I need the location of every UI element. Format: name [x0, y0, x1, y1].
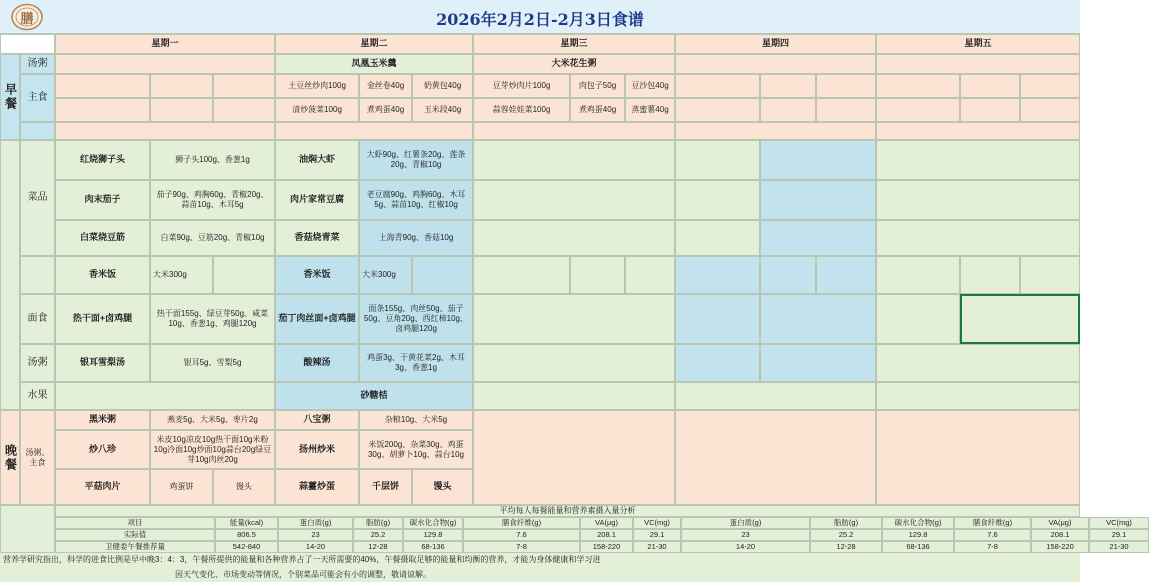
lunch-thu-r1a	[675, 140, 760, 180]
nutrition-actual-cell: 208.1	[1031, 529, 1089, 541]
bf-wed-b3: 蒸蜜薯40g	[625, 98, 675, 122]
lunch-tue-ingr-5: 面条155g、肉丝50g、茄子50g、豆角20g、西红柿10g、卤鸡腿120g	[359, 294, 473, 344]
nutrition-actual-cell: 实际值	[55, 529, 215, 541]
row-label-dish: 菜品	[20, 140, 55, 256]
page-title: 2026年2月2日-2月3日食谱	[436, 10, 644, 29]
bf-fri-b1	[876, 98, 960, 122]
nutrition-actual-cell: 25.2	[810, 529, 882, 541]
bf-fri-a2	[960, 74, 1020, 98]
bf-mon-b1	[55, 98, 150, 122]
nutrition-actual-cell: 29.1	[1089, 529, 1149, 541]
bf-thu-a1	[675, 74, 760, 98]
lunch-mon-dish-3: 白菜烧豆筋	[55, 220, 150, 256]
dinner-mon-last-2: 鸡蛋饼	[150, 469, 213, 505]
bf-fri-c	[876, 122, 1080, 140]
lunch-tue-dish-4: 香米饭	[275, 256, 359, 294]
nutrition-header-cell: 项目	[55, 517, 215, 529]
day-header-tue: 星期二	[275, 34, 473, 54]
row-label-fruit: 水果	[20, 382, 55, 410]
bf-mon-a3	[213, 74, 275, 98]
lunch-fri-r4b	[960, 256, 1020, 294]
lunch-tue-ingr-3: 上海青90g、香菇10g	[359, 220, 473, 256]
dinner-mon-dish-1: 黑米粥	[55, 410, 150, 430]
bf-wed-a3: 豆沙包40g	[625, 74, 675, 98]
bf-mon-c	[55, 122, 275, 140]
lunch-mon-dish-1: 红烧狮子头	[55, 140, 150, 180]
lunch-wed-r5	[473, 294, 675, 344]
nutrition-header-cell: VC(mg)	[633, 517, 681, 529]
bf-tue-a2: 金丝卷40g	[359, 74, 412, 98]
day-header-wed: 星期三	[473, 34, 675, 54]
lunch-wed-r6	[473, 344, 675, 382]
note-adjust: 因天气变化、市场变动等情况，个别菜品可能会有小的调整，敬请谅解。	[175, 570, 431, 579]
nutrition-header-cell: 脂肪(g)	[353, 517, 403, 529]
lunch-fri-r2	[876, 180, 1080, 220]
nutrition-title: 平均每人每餐能量和营养素摄入量分析	[55, 505, 1080, 517]
lunch-fri-r1	[876, 140, 1080, 180]
dinner-mon-ingr-1: 燕麦5g、大米5g、枣片2g	[150, 410, 275, 430]
day-header-fri: 星期五	[876, 34, 1080, 54]
nutrition-standard-cell: 14-20	[278, 541, 353, 553]
note-nutrition: 营养学研究指出，科学的进食比例是早中晚3：4：3，午餐所提供的能量和各种营养占了一天所需要的40%，午餐摄取足够的能量和均衡的营养，才能为身体健康和学习进	[3, 555, 601, 564]
nutrition-standard-cell: 158-220	[1031, 541, 1089, 553]
dinner-tue-ingr-1: 杂粮10g、大米5g	[359, 410, 473, 430]
lunch-tue-ingr-2: 老豆腐90g、鸡胸60g、木耳5g、蒜苗10g、红椒10g	[359, 180, 473, 220]
nutrition-header-cell: 蛋白质(g)	[681, 517, 810, 529]
nutrition-standard-cell: 542-840	[215, 541, 278, 553]
bf-fri-b3	[1020, 98, 1080, 122]
nutrition-standard-cell: 12-28	[810, 541, 882, 553]
nutrition-standard-cell: 12-28	[353, 541, 403, 553]
nutrition-actual-cell: 25.2	[353, 529, 403, 541]
dinner-mon-last-3: 馒头	[213, 469, 275, 505]
row-label-noodle: 面食	[20, 294, 55, 344]
bf-wed-b2: 煮鸡蛋40g	[570, 98, 625, 122]
nutrition-header-cell: VA(μg)	[1031, 517, 1089, 529]
meal-label-breakfast: 早餐	[0, 54, 20, 140]
lunch-fri-r3	[876, 220, 1080, 256]
row-label-blank	[20, 122, 55, 140]
lunch-tue-dish-1: 油焖大虾	[275, 140, 359, 180]
dinner-tue-last-1: 蒜薹炒蛋	[275, 469, 359, 505]
bf-tue-a3: 奶黄包40g	[412, 74, 473, 98]
dinner-tue-ingr-2: 米饭200g、杂菜30g、鸡蛋30g、胡萝卜10g、蒜台10g	[359, 430, 473, 469]
dinner-tue-last-2: 千层饼	[359, 469, 412, 505]
lunch-fri-r5a	[876, 294, 960, 344]
dinner-tue-dish-1: 八宝粥	[275, 410, 359, 430]
fruit-thu	[675, 382, 876, 410]
fruit-wed	[473, 382, 675, 410]
nutrition-standard-cell: 7-8	[954, 541, 1031, 553]
bf-thu-b3	[816, 98, 876, 122]
nutrition-actual-cell: 208.1	[580, 529, 633, 541]
lunch-tue-blank-4	[412, 256, 473, 294]
lunch-wed-r2	[473, 180, 675, 220]
nutrition-header-cell: 碳水化合物(g)	[403, 517, 463, 529]
nutrition-actual-cell: 7.6	[463, 529, 580, 541]
nutrition-standard-cell: 21-30	[633, 541, 681, 553]
nutrition-standard-cell: 14-20	[681, 541, 810, 553]
lunch-tue-dish-6: 酸辣汤	[275, 344, 359, 382]
nutrition-actual-cell: 23	[278, 529, 353, 541]
nutrition-actual-cell: 129.8	[882, 529, 954, 541]
lunch-thu-r4a	[675, 256, 760, 294]
lunch-thu-r6b	[760, 344, 876, 382]
bf-tue-soup: 凤凰玉米羹	[275, 54, 473, 74]
bf-wed-b1: 蒜蓉娃娃菜100g	[473, 98, 570, 122]
nutrition-standard-cell: 卫健委午餐推荐量	[55, 541, 215, 553]
bf-fri-a3	[1020, 74, 1080, 98]
nutrition-actual-cell: 29.1	[633, 529, 681, 541]
fruit-tue: 砂糖桔	[275, 382, 473, 410]
nutrition-header-cell: 脂肪(g)	[810, 517, 882, 529]
fruit-mon	[55, 382, 275, 410]
lunch-fri-r4a	[876, 256, 960, 294]
meal-label-dinner: 晚餐	[0, 410, 20, 505]
lunch-mon-blank-4	[213, 256, 275, 294]
nutrition-header-cell: 膳食纤维(g)	[463, 517, 580, 529]
bf-fri-soup	[876, 54, 1080, 74]
nutrition-actual-cell: 23	[681, 529, 810, 541]
meal-label-lunch	[0, 140, 20, 410]
dinner-tue-dish-2: 扬州炒米	[275, 430, 359, 469]
dinner-tue-last-3: 馒头	[412, 469, 473, 505]
corner-cell	[0, 34, 55, 54]
nutrition-standard-cell: 7-8	[463, 541, 580, 553]
dinner-thu	[675, 410, 876, 505]
row-label-rice	[20, 256, 55, 294]
lunch-mon-ingr-6: 银耳5g、雪梨5g	[150, 344, 275, 382]
nutrition-actual-cell: 806.5	[215, 529, 278, 541]
nutrition-actual-cell: 129.8	[403, 529, 463, 541]
lunch-mon-dish-4: 香米饭	[55, 256, 150, 294]
lunch-wed-r1	[473, 140, 675, 180]
row-label-soup: 汤粥	[20, 54, 55, 74]
lunch-mon-dish-5: 热干面+卤鸡腿	[55, 294, 150, 344]
lunch-thu-r2b	[760, 180, 876, 220]
row-label-soup-staple: 汤粥、主食	[20, 410, 55, 505]
bf-thu-a3	[816, 74, 876, 98]
bf-tue-b3: 玉米段40g	[412, 98, 473, 122]
lunch-wed-r4b	[570, 256, 625, 294]
nutrition-header-cell: 膳食纤维(g)	[954, 517, 1031, 529]
lunch-thu-r4b	[760, 256, 816, 294]
bf-mon-b3	[213, 98, 275, 122]
nutrition-actual-cell: 7.6	[954, 529, 1031, 541]
lunch-mon-ingr-5: 热干面155g、绿豆芽50g、咸菜10g、香葱1g、鸡腿120g	[150, 294, 275, 344]
nutrition-standard-cell: 68-136	[403, 541, 463, 553]
lunch-fri-r6	[876, 344, 1080, 382]
lunch-wed-r3	[473, 220, 675, 256]
dinner-mon-dish-2: 炒八珍	[55, 430, 150, 469]
day-header-thu: 星期四	[675, 34, 876, 54]
dinner-fri	[876, 410, 1080, 505]
lunch-tue-dish-5: 茄丁肉丝面+卤鸡腿	[275, 294, 359, 344]
lunch-tue-dish-3: 香菇烧青菜	[275, 220, 359, 256]
bf-tue-c	[275, 122, 473, 140]
lunch-thu-r5b	[760, 294, 876, 344]
fruit-fri	[876, 382, 1080, 410]
bf-mon-a2	[150, 74, 213, 98]
nutrition-table	[55, 517, 1132, 553]
nutrition-header-cell: VA(μg)	[580, 517, 633, 529]
lunch-thu-r1b	[760, 140, 876, 180]
lunch-tue-dish-2: 肉片家常豆腐	[275, 180, 359, 220]
bf-thu-a2	[760, 74, 816, 98]
logo	[10, 3, 44, 31]
bf-tue-b1: 清炒菠菜100g	[275, 98, 359, 122]
nutrition-header-cell: VC(mg)	[1089, 517, 1149, 529]
lunch-thu-r3a	[675, 220, 760, 256]
bf-mon-a1	[55, 74, 150, 98]
lunch-tue-ingr-6: 鸡蛋3g、干黄花菜2g、木耳3g、香葱1g	[359, 344, 473, 382]
lunch-thu-r6a	[675, 344, 760, 382]
logo-char: 膳	[20, 12, 34, 27]
nutrition-left	[0, 505, 55, 553]
lunch-mon-dish-2: 肉末茄子	[55, 180, 150, 220]
dinner-mon-ingr-2: 米皮10g凉皮10g热干面10g米粉10g冷面10g炒面10g蒜台20g绿豆芽10g肉丝20g	[150, 430, 275, 469]
bf-thu-b2	[760, 98, 816, 122]
nutrition-header-cell: 碳水化合物(g)	[882, 517, 954, 529]
bf-mon-soup	[55, 54, 275, 74]
nutrition-standard-cell: 68-136	[882, 541, 954, 553]
nutrition-standard-cell: 158-220	[580, 541, 633, 553]
lunch-thu-r5a	[675, 294, 760, 344]
lunch-mon-ingr-4: 大米300g	[150, 256, 213, 294]
lunch-mon-ingr-1: 狮子头100g、香葱1g	[150, 140, 275, 180]
bf-wed-soup: 大米花生粥	[473, 54, 675, 74]
bf-thu-soup	[675, 54, 876, 74]
bf-wed-a2: 肉包子50g	[570, 74, 625, 98]
bf-wed-c	[473, 122, 675, 140]
lunch-thu-r3b	[760, 220, 876, 256]
lunch-tue-ingr-1: 大虾90g、红薯条20g、莲条20g、青椒10g	[359, 140, 473, 180]
lunch-fri-r4c	[1020, 256, 1080, 294]
selected-cell[interactable]	[960, 294, 1080, 344]
lunch-tue-ingr-4: 大米300g	[359, 256, 412, 294]
lunch-mon-dish-6: 银耳雪梨汤	[55, 344, 150, 382]
lunch-mon-ingr-2: 茄子90g、鸡胸60g、青椒20g、蒜苗10g、木耳5g	[150, 180, 275, 220]
day-header-mon: 星期一	[55, 34, 275, 54]
lunch-wed-r4a	[473, 256, 570, 294]
lunch-mon-ingr-3: 白菜90g、豆筋20g、青椒10g	[150, 220, 275, 256]
bf-thu-b1	[675, 98, 760, 122]
bf-thu-c	[675, 122, 876, 140]
row-label-soup2: 汤粥	[20, 344, 55, 382]
bf-tue-a1: 土豆丝炒肉100g	[275, 74, 359, 98]
bf-tue-b2: 煮鸡蛋40g	[359, 98, 412, 122]
bf-fri-b2	[960, 98, 1020, 122]
lunch-wed-r4c	[625, 256, 675, 294]
row-label-staple: 主食	[20, 74, 55, 122]
dinner-wed	[473, 410, 675, 505]
lunch-thu-r4c	[816, 256, 876, 294]
bf-wed-a1: 豆芽炒肉片100g	[473, 74, 570, 98]
bf-fri-a1	[876, 74, 960, 98]
lunch-thu-r2a	[675, 180, 760, 220]
nutrition-header-cell: 能量(kcal)	[215, 517, 278, 529]
bf-mon-b2	[150, 98, 213, 122]
dinner-mon-last-1: 平菇肉片	[55, 469, 150, 505]
nutrition-standard-cell: 21-30	[1089, 541, 1149, 553]
nutrition-header-cell: 蛋白质(g)	[278, 517, 353, 529]
